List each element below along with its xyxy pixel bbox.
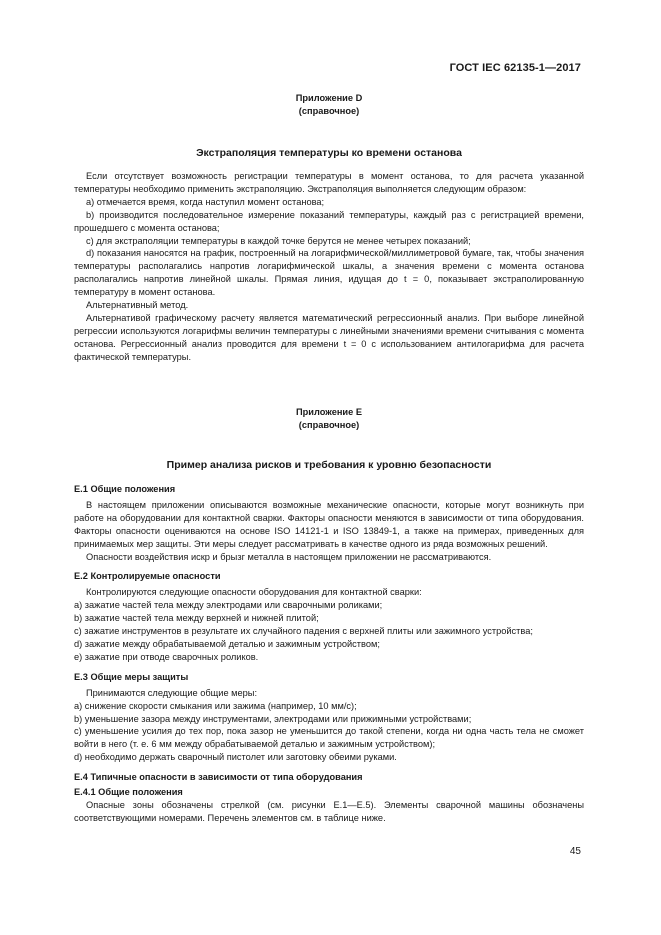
annex-e [74,406,584,432]
annex-d-item-a: a) отмечается время, когда наступил момент останова; [86,196,325,207]
annex-d [74,92,584,118]
e2-item-d: d) зажатие между обрабатываемой деталью и зажимным устройством; [74,638,380,649]
e3-item-a: a) снижение скорости смыкания или зажима (например, 10 мм/с); [74,700,357,711]
annex-d-item-b: b) производится последовательное измерение показаний температуры, каждый раз с регистрацией времени, прошедшего с момента останова; [74,209,584,233]
e3-item-b: b) уменьшение зазора между инструментами, электродами или прижимными устройствами; [74,713,472,724]
annex-d-alt-method: Альтернативный метод. [86,300,189,311]
annex-d-item-d: d) показания наносятся на график, построенный на логарифмической/миллиметровой бумаге, так, чтобы значения температуры располагались напротив логарифмической шкалы, а значения времени с момента останова располагались напротив линейной шкалы. Прямая линия, идущая до t = 0, показывает экстраполированную температуру в момент останова. [74,248,584,298]
page-number: 45 [569,846,581,857]
e3-item-d: d) необходимо держать сварочный пистолет или заготовку обеими руками. [74,752,397,763]
e2-heading: E.2 Контролируемые опасности [74,571,221,582]
annex-d-title: Экстраполяция температуры ко времени останова [196,147,462,159]
annex-e-title: Пример анализа рисков и требования к уровню безопасности [166,459,492,471]
e2-item-a: a) зажатие частей тела между электродами или сварочными роликами; [74,600,383,611]
e2-item-c: c) зажатие инструментов в результате их случайного падения с верхней плиты или зажимного устройства; [74,626,533,637]
e2-item-e: e) зажатие при отводе сварочных роликов. [74,651,259,662]
e1-paragraph-2: Опасности воздействия искр и брызг металла в настоящем приложении не рассматриваются. [86,551,492,562]
annex-d-item-c: c) для экстраполяции температуры в каждой точке берутся не менее четырех показаний; [86,235,471,246]
document-header: ГОСТ IEC 62135-1—2017 [449,62,581,74]
e4-heading: E.4 Типичные опасности в зависимости от типа оборудования [74,772,363,783]
e4-paragraph-1: Опасные зоны обозначены стрелкой (см. рисунки E.1—E.5). Элементы сварочной машины обозначены соответствующими номерами. Перечень элементов см. в таблице ниже. [74,799,584,823]
e2-item-b: b) зажатие частей тела между верхней и нижней плитой; [74,613,319,624]
annex-d-paragraph-1: Если отсутствует возможность регистрации температуры в момент останова, то для расчета указанной температуры необходимо применить экстраполяцию. Экстраполяция выполняется следующим образом: [74,171,584,194]
annex-e-kind: (справочное) [298,419,360,430]
annex-e-name: Приложение E [295,407,362,417]
annex-d-body [74,170,584,364]
e3-heading: E.3 Общие меры защиты [74,671,189,682]
annex-e-body [74,483,584,825]
e3-intro: Принимаются следующие общие меры: [86,687,258,698]
annex-d-name: Приложение D [295,93,363,103]
annex-d-paragraph-2: Альтернативой графическому расчету является математический регрессионный анализ. При выборе линейной регрессии используются логарифмы величин температуры с линейными значениями времени считывания с момента останова. Регрессионный анализ проводится для времени t = 0 с использованием антилогарифма для расчета фактической температуры. [74,312,584,362]
annex-d-kind: (справочное) [298,105,360,116]
e4-1-heading: E.4.1 Общие положения [74,787,183,798]
e3-item-c: c) уменьшение усилия до тех пор, пока зазор не уменьшится до такой степени, когда ни одна часть тела не сможет войти в него (т. е. 6 мм между обрабатываемой деталью и зажимным устройством); [74,726,584,750]
e1-paragraph-1: В настоящем приложении описываются возможные механические опасности, которые могут возникнуть при работе на оборудовании для контактной сварки. Факторы опасности меняются в зависимости от типа оборудования. Факторы опасности оцениваются на основе ISO 14121-1 и ISO 13849-1, а также на примерах, приведенных для принимаемых мер защиты. Эти меры следует рассматривать в качестве одного из ряда возможных решений. [74,499,584,549]
e2-intro: Контролируются следующие опасности оборудования для контактной сварки: [86,587,422,598]
e1-heading: E.1 Общие положения [74,484,176,494]
